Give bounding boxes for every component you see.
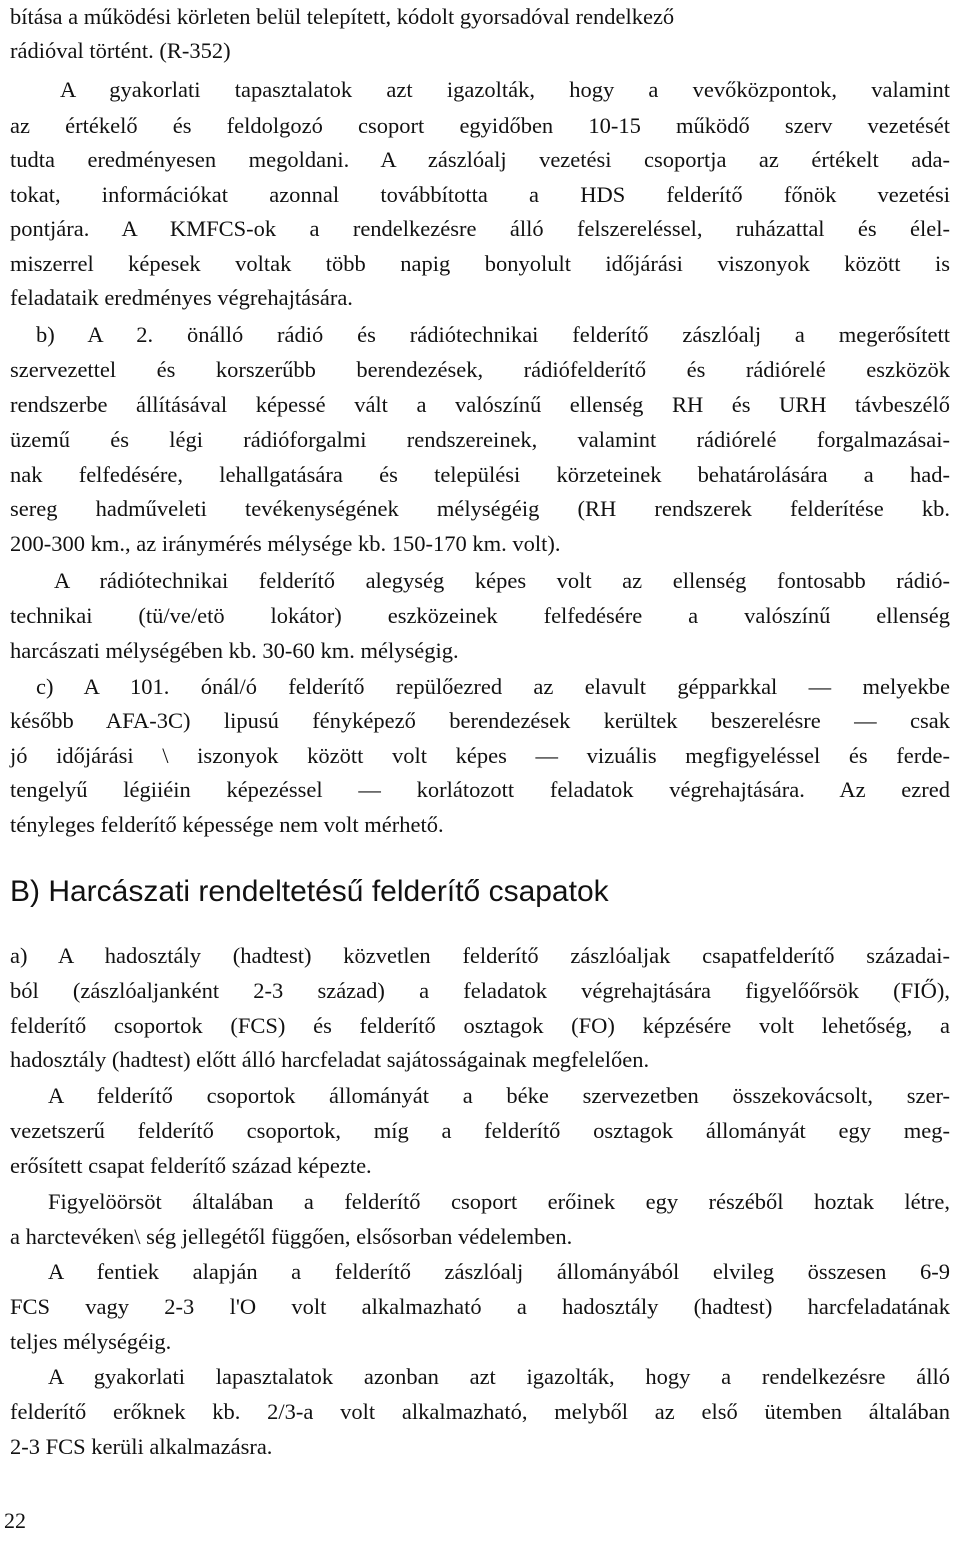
text-line: a harctevéken\ ség jellegétől függően, elsősorban védelemben. bbox=[10, 1224, 573, 1249]
text-line: harcászati mélységében kb. 30-60 km. mélységig. bbox=[10, 638, 459, 663]
text-line: 2-3 FCS kerüli alkalmazásra. bbox=[10, 1434, 273, 1459]
text-line: tengelyű légiiéin képezéssel — korlátozott feladatok végrehajtására. Az ezred bbox=[10, 777, 950, 802]
text-line: Figyelöörsöt általában a felderítő csoport erőinek egy részéből hoztak létre, bbox=[48, 1189, 950, 1214]
text-line: 200-300 km., az iránymérés mélysége kb. 150-170 km. volt). bbox=[10, 531, 561, 556]
text-line: szervezettel és korszerűbb berendezések, rádiófelderítő és rádiórelé eszközök bbox=[10, 357, 950, 382]
text-line: A gyakorlati lapasztalatok azonban azt igazolták, hogy a rendelkezésre álló bbox=[48, 1364, 950, 1389]
page-number: 22 bbox=[4, 1508, 26, 1533]
text-line: később AFA-3C) lipusú fényképező berendezések kerültek beszerelésre — csak bbox=[10, 708, 950, 733]
text-line: erősített csapat felderítő század képezte. bbox=[10, 1153, 372, 1178]
text-line: sereg hadműveleti tevékenységének mélységéig (RH rendszerek felderítése kb. bbox=[10, 496, 950, 521]
text-line: pontjára. A KMFCS-ok a rendelkezésre álló felszereléssel, ruházattal és élel- bbox=[10, 216, 950, 241]
text-line: A felderítő csoportok állományát a béke szervezetben összekovácsolt, szer- bbox=[48, 1083, 950, 1108]
text-line: A gyakorlati tapasztalatok azt igazolták, hogy a vevőközpontok, valamint bbox=[60, 77, 950, 102]
text-line: rendszerbe állításával képessé vált a valószínű ellenség RH és URH távbeszélő bbox=[10, 392, 950, 417]
text-line: jó időjárási \ iszonyok között volt képes — vizuális megfigyeléssel és ferde- bbox=[10, 743, 950, 768]
text-line: felderítő erőknek kb. 2/3-a volt alkalmazható, melyből az első ütemben általában bbox=[10, 1399, 950, 1424]
text-line: A rádiótechnikai felderítő alegység képes volt az ellenség fontosabb rádió- bbox=[54, 568, 950, 593]
text-line: a) A hadosztály (hadtest) közvetlen felderítő zászlóaljak csapatfelderítő századai- bbox=[10, 943, 950, 968]
text-line: az értékelő és feldolgozó csoport egyidőben 10-15 működő szerv vezetését bbox=[10, 113, 950, 138]
text-line: felderítő csoportok (FCS) és felderítő osztagok (FO) képzésére volt lehetőség, a bbox=[10, 1013, 950, 1038]
text-line: feladataik eredményes végrehajtására. bbox=[10, 285, 353, 310]
text-line: tényleges felderítő képessége nem volt mérhető. bbox=[10, 812, 444, 837]
section-heading: B) Harcászati rendeltetésű felderítő csapatok bbox=[10, 875, 609, 908]
text-line: c) A 101. ónál/ó felderítő repülőezred az elavult gépparkkal — melyekbe bbox=[36, 674, 950, 699]
text-line: A fentiek alapján a felderítő zászlóalj állományából elvileg összesen 6-9 bbox=[48, 1259, 950, 1284]
text-line: nak felfedésére, lehallgatására és települési körzeteinek behatárolására a had- bbox=[10, 462, 950, 487]
text-line: üzemű és légi rádióforgalmi rendszereinek, valamint rádiórelé forgalmazásai- bbox=[10, 427, 950, 452]
text-line: vezetszerű felderítő csoportok, míg a felderítő osztagok állományát egy meg- bbox=[10, 1118, 950, 1143]
text-line: miszerrel képesek voltak több napig bonyolult időjárási viszonyok között is bbox=[10, 251, 950, 276]
text-line: b) A 2. önálló rádió és rádiótechnikai felderítő zászlóalj a megerősített bbox=[36, 322, 950, 347]
text-line: tudta eredményesen megoldani. A zászlóalj vezetési csoportja az értékelt ada- bbox=[10, 147, 950, 172]
text-line: tokat, információkat azonnal továbbította a HDS felderítő főnök vezetési bbox=[10, 182, 950, 207]
text-line: teljes mélységéig. bbox=[10, 1329, 172, 1354]
text-line: ból (zászlóaljanként 2-3 század) a feladatok végrehajtására figyelőőrsök (FIŐ), bbox=[10, 978, 950, 1003]
text-line: hadosztály (hadtest) előtt álló harcfeladat sajátosságainak megfelelően. bbox=[10, 1047, 650, 1072]
text-line: rádióval történt. (R-352) bbox=[10, 38, 231, 63]
text-line: bítása a működési körleten belül telepített, kódolt gyorsadóval rendelkező bbox=[10, 4, 675, 29]
text-line: technikai (tü/ve/etö lokátor) eszközeinek felfedésére a valószínű ellenség bbox=[10, 603, 950, 628]
text-line: FCS vagy 2-3 l'O volt alkalmazható a hadosztály (hadtest) harcfeladatának bbox=[10, 1294, 950, 1319]
